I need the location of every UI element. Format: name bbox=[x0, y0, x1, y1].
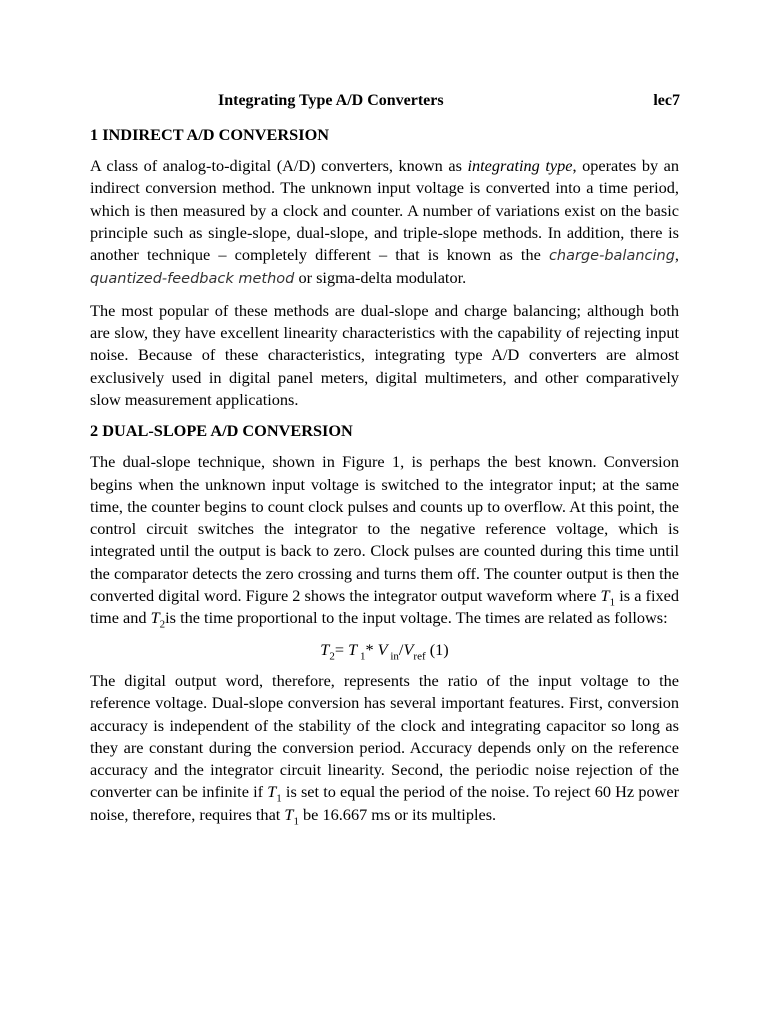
emphasis-quantized-feedback: quantized-feedback method bbox=[90, 271, 295, 288]
symbol-t: T bbox=[348, 639, 358, 659]
section-2-paragraph-2 bbox=[90, 670, 679, 826]
text-run: or sigma-delta modulator. bbox=[294, 268, 467, 288]
subscript: 1 bbox=[609, 596, 616, 609]
text-run: A class of analog-to-digital (A/D) converters, known as bbox=[90, 156, 468, 175]
equation-1 bbox=[90, 639, 679, 661]
document-body bbox=[90, 124, 679, 835]
section-1-heading: 1 INDIRECT A/D CONVERSION bbox=[90, 125, 329, 144]
operator: / bbox=[398, 639, 404, 659]
text-run: is a fixed time and bbox=[90, 586, 680, 628]
page-header bbox=[90, 92, 680, 114]
section-2-heading: 2 DUAL-SLOPE A/D CONVERSION bbox=[90, 421, 353, 441]
symbol-t: T bbox=[150, 608, 160, 628]
symbol-t: T bbox=[267, 782, 277, 802]
emphasis-charge-balancing: charge-balancing bbox=[548, 248, 675, 265]
operator: * bbox=[365, 639, 378, 659]
document-title: Integrating Type A/D Converters bbox=[218, 92, 444, 109]
section-1-paragraph-2: The most popular of these methods are dual-slope and charge balancing; although both are slow, they have excellent linearity characteristics with the capability of rejecting input noise. Because of these characteristics, integrating type A/D converters are almost exclusively used in digital panel meters, digital multimeters, and other comparatively slow measurement applications. bbox=[90, 300, 679, 409]
equation-number: (1) bbox=[425, 639, 449, 659]
subscript: 2 bbox=[329, 649, 335, 662]
symbol-t: T bbox=[284, 804, 294, 824]
section-2-paragraph-1 bbox=[90, 451, 679, 629]
text-run: The dual-slope technique, shown in Figure 1, is perhaps the best known. Conversion begins when the unknown input voltage is switched to the integrator input; at the same time, the counter begins to count clock pulses and counts up to overflow. At this point, the control circuit switches the integrator to the negative reference voltage, which is integrated until the output is back to zero. Clock pulses are counted during this time until the comparator detects the zero crossing and turns them off. The counter output is then the converted digital word. Figure 2 shows the integrator output waveform where bbox=[90, 452, 679, 606]
text-run: , bbox=[674, 245, 679, 265]
lecture-number: lec7 bbox=[653, 92, 680, 109]
subscript: 2 bbox=[159, 618, 166, 631]
subscript: ref bbox=[413, 649, 426, 662]
subscript: 1 bbox=[276, 792, 282, 805]
section-1-paragraph-1 bbox=[90, 155, 679, 291]
text-run: is the time proportional to the input voltage. The times are related as follows: bbox=[165, 608, 668, 628]
symbol-v: V bbox=[377, 639, 388, 659]
symbol-t: T bbox=[600, 586, 610, 606]
symbol-v: V bbox=[403, 639, 414, 659]
text-run: , operates by an indirect conversion method. The unknown input voltage is converted into a time period, which is then measured by a clock and counter. A number of variations exist on the basic principle such as single-slope, dual-slope, and triple-slope methods. In addition, there is another technique – completely different – that is known as the bbox=[90, 156, 680, 265]
subscript: 1 bbox=[293, 814, 299, 827]
text-run: be 16.667 ms or its multiples. bbox=[298, 804, 497, 824]
text-run: The digital output word, therefore, represents the ratio of the input voltage to the reference voltage. Dual-slope conversion has several important features. First, conversion accuracy is independent of the stability of the clock and integrating capacitor so long as they are constant during the conversion period. Accuracy depends only on the reference accuracy and the integrator circuit linearity. Second, the periodic noise rejection of the converter can be infinite if bbox=[90, 670, 679, 802]
text-run: is set to equal the period of the noise. To reject 60 Hz power noise, therefore, requires that bbox=[90, 782, 680, 824]
subscript: in bbox=[387, 649, 399, 662]
subscript: 1 bbox=[357, 649, 366, 662]
symbol-t: T bbox=[320, 639, 330, 659]
equals-sign: = bbox=[334, 639, 349, 659]
emphasis-integrating-type: integrating type bbox=[467, 156, 573, 175]
